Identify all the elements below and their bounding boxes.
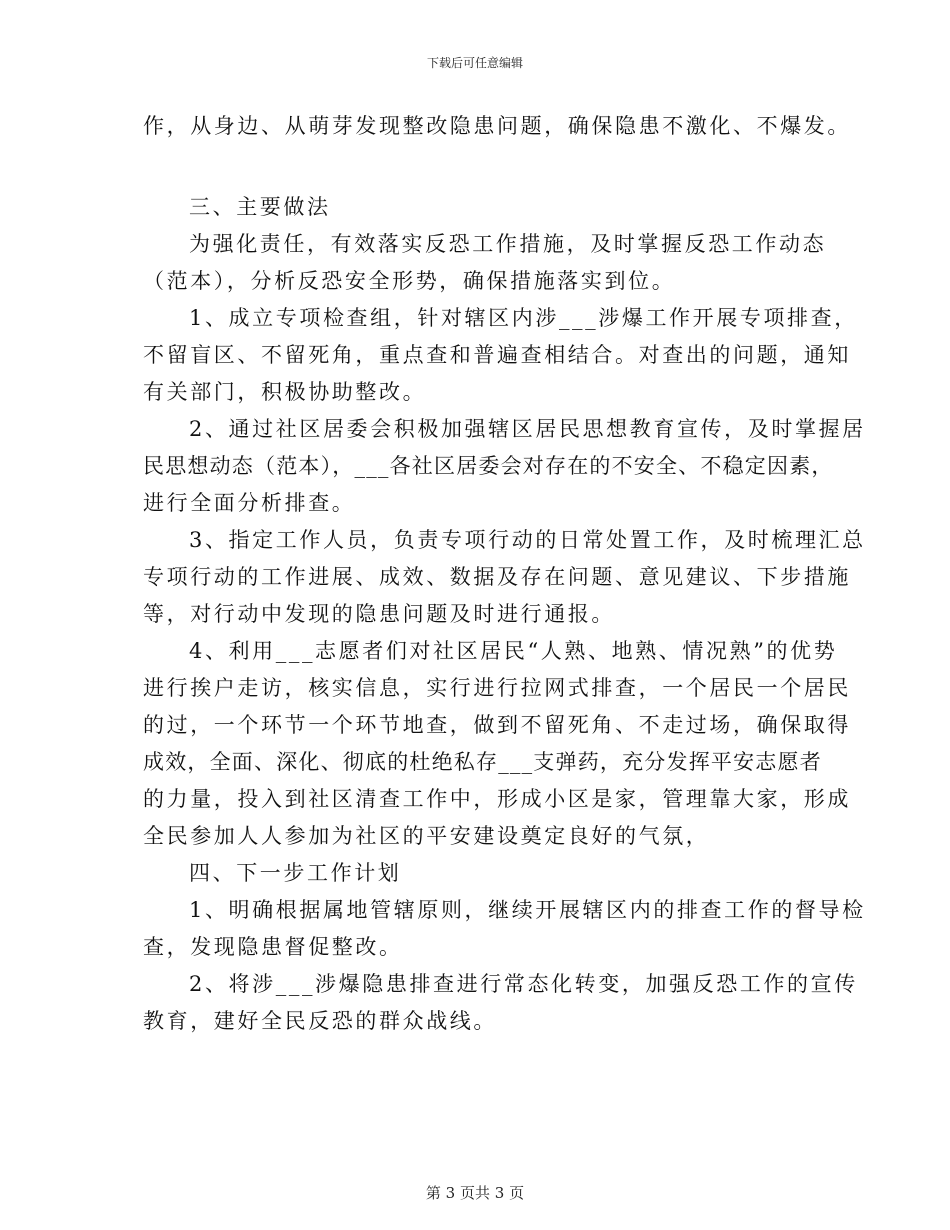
paragraph-line: 为强化责任，有效落实反恐工作措施，及时掌握反恐工作动态: [189, 232, 827, 256]
paragraph-line: 全民参加人人参加为社区的平安建设奠定良好的气氛，: [143, 824, 710, 848]
paragraph-line: 教育，建好全民反恐的群众战线。: [143, 1009, 497, 1033]
paragraph-line: 专项行动的工作进展、成效、数据及存在问题、意见建议、下步措施: [143, 565, 851, 589]
paragraph-line: 进行全面分析排查。: [143, 491, 356, 515]
paragraph-line: 作，从身边、从萌芽发现整改隐患问题，确保隐患不激化、不爆发。: [143, 114, 851, 138]
list-item-line: 2、通过社区居委会积极加强辖区居民思想教育宣传，及时掌握居: [189, 417, 866, 441]
list-item-line: 3、指定工作人员，负责专项行动的日常处置工作，及时梳理汇总: [189, 528, 866, 552]
paragraph-gap: [143, 145, 809, 189]
list-item-line: 1、成立专项检查组，针对辖区内涉___涉爆工作开展专项排查，: [189, 306, 858, 330]
paragraph-line: 成效，全面、深化、彻底的杜绝私存___支弹药，充分发挥平安志愿者: [143, 750, 822, 774]
paragraph-line: （范本），分析反恐安全形势，确保措施落实到位。: [143, 269, 676, 293]
list-item-line: 4、利用___志愿者们对社区居民“人熟、地熟、情况熟”的优势: [189, 639, 838, 663]
section-heading: 四、下一步工作计划: [189, 861, 402, 885]
paragraph-line: 进行挨户走访，核实信息，实行进行拉网式排查，一个居民一个居民: [143, 676, 851, 700]
paragraph-line: 的过，一个环节一个环节地查，做到不留死角、不走过场，确保取得: [143, 713, 851, 737]
document-body: [143, 108, 866, 1040]
paragraph-line: 查，发现隐患督促整改。: [143, 935, 403, 959]
list-item-line: 1、明确根据属地管辖原则，继续开展辖区内的排查工作的督导检: [189, 898, 866, 922]
list-item-line: 2、将涉___涉爆隐患排查进行常态化转变，加强反恐工作的宣传: [189, 972, 858, 996]
paragraph-line: 不留盲区、不留死角，重点查和普遍查相结合。对查出的问题，通知: [143, 343, 851, 367]
section-heading: 三、主要做法: [189, 195, 331, 219]
paragraph-line: 的力量，投入到社区清查工作中，形成小区是家，管理靠大家，形成: [143, 787, 851, 811]
paragraph-line: 等，对行动中发现的隐患问题及时进行通报。: [143, 602, 615, 626]
page-footer: 第 3 页共 3 页: [425, 1184, 525, 1202]
paragraph-line: 民思想动态（范本），___各社区居委会对存在的不安全、不稳定因素，: [143, 454, 834, 478]
page-header: 下载后可任意编辑: [426, 56, 523, 70]
paragraph-line: 有关部门，积极协助整改。: [143, 380, 427, 404]
